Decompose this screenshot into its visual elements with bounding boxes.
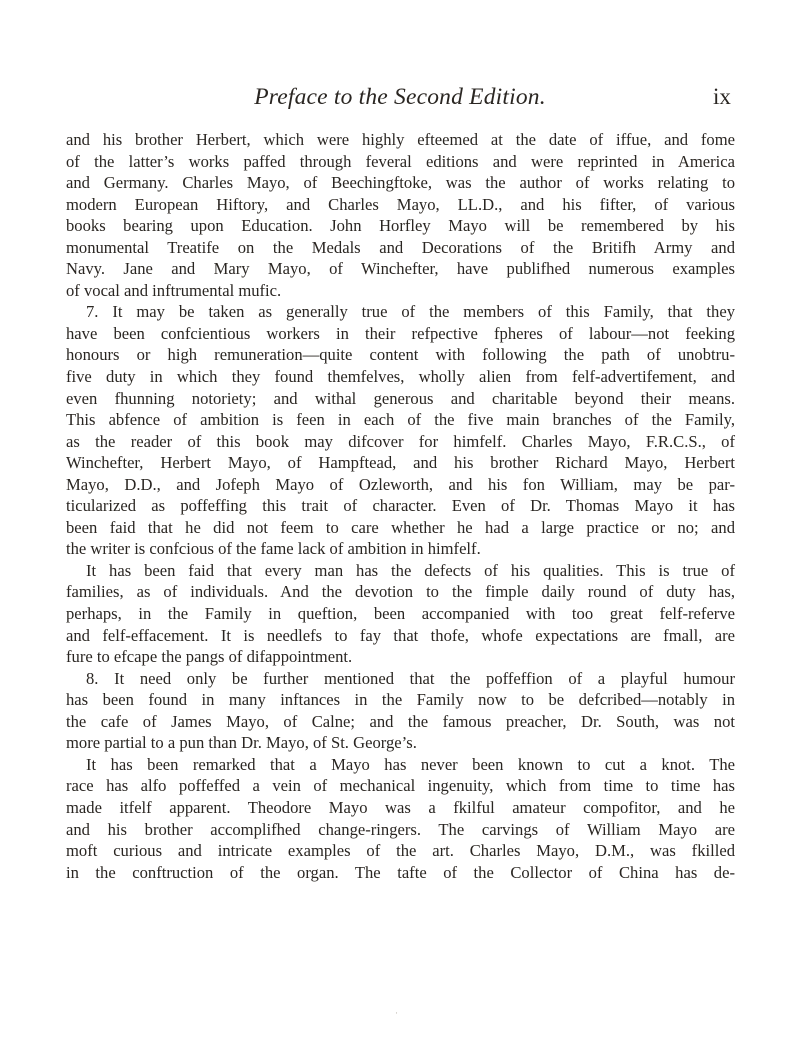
text-line: modern European Hiftory, and Charles Mayo, LL.D., and his fifter, of various xyxy=(66,194,735,214)
page-number: ix xyxy=(713,84,731,109)
text-line: in the conftruction of the organ. The tafte of the Collector of China has de- xyxy=(66,862,735,882)
text-line: families, as of individuals. And the devotion to the fimple daily round of duty has, xyxy=(66,582,735,602)
text-line: of the latter’s works paffed through feveral editions and were reprinted in America xyxy=(66,151,735,171)
text-line: books bearing upon Education. John Horfley Mayo will be remembered by his xyxy=(66,216,735,236)
text-line: has been found in many inftances in the Family now to be defcribed—notably in xyxy=(66,690,735,710)
running-title: Preface to the Second Edition. xyxy=(254,84,546,110)
text-line: ticularized as poffeffing this trait of character. Even of Dr. Thomas Mayo it has xyxy=(66,496,735,516)
text-line: monumental Treatife on the Medals and Decorations of the Britifh Army and xyxy=(66,237,735,257)
text-line: made itfelf apparent. Theodore Mayo was a fkilful amateur compofitor, and he xyxy=(66,797,735,817)
text-line: moft curious and intricate examples of the art. Charles Mayo, D.M., was fkilled xyxy=(66,841,735,861)
running-head xyxy=(0,84,800,114)
text-line: perhaps, in the Family in queftion, been accompanied with too great felf-referve xyxy=(66,604,735,624)
text-line: even fhunning notoriety; and withal generous and charitable beyond their means. xyxy=(66,388,735,408)
text-line: This abfence of ambition is feen in each of the five main branches of the Family, xyxy=(66,410,735,430)
text-line: honours or high remuneration—quite content with following the path of unobtru- xyxy=(66,345,735,365)
text-line: the writer is confcious of the fame lack of ambition in himfelf. xyxy=(66,539,481,559)
text-line: of vocal and inftrumental mufic. xyxy=(66,280,282,300)
text-line: and felf-effacement. It is needlefs to fay that thofe, whofe expectations are fmall, are xyxy=(66,625,735,645)
text-line: and his brother Herbert, which were highly efteemed at the date of iffue, and fome xyxy=(66,130,735,149)
text-line: fure to efcape the pangs of difappointment. xyxy=(66,647,353,667)
text-line: 8. It need only be further mentioned that the poffeffion of a playful humour xyxy=(86,668,735,688)
text-line: and Germany. Charles Mayo, of Beechingftoke, was the author of works relating to xyxy=(66,173,735,193)
text-line: It has been remarked that a Mayo has never been known to cut a knot. The xyxy=(86,754,735,774)
paragraph xyxy=(66,129,735,301)
text-line: 7. It may be taken as generally true of the members of this Family, that they xyxy=(86,302,735,322)
text-line: Mayo, D.D., and Jofeph Mayo of Ozleworth, and his fon William, may be par- xyxy=(66,474,735,494)
text-line: the cafe of James Mayo, of Calne; and the famous preacher, Dr. South, was not xyxy=(66,711,735,731)
paragraph xyxy=(66,301,735,560)
text-line: been faid that he did not feem to care whether he had a large practice or no; and xyxy=(66,517,735,537)
text-line: Winchefter, Herbert Mayo, of Hampftead, and his brother Richard Mayo, Herbert xyxy=(66,453,735,473)
paragraph xyxy=(66,754,735,883)
paragraph xyxy=(66,560,735,668)
text-line: more partial to a pun than Dr. Mayo, of St. George’s. xyxy=(66,733,417,753)
text-line: five duty in which they found themfelves, wholly alien from felf-advertifement, and xyxy=(66,367,735,387)
text-line: race has alfo poffeffed a vein of mechanical ingenuity, which from time to time has xyxy=(66,776,735,796)
print-speck: · xyxy=(395,1008,398,1018)
text-line: have been confcientious workers in their refpective fpheres of labour—not feeking xyxy=(66,323,735,343)
text-line: It has been faid that every man has the defects of his qualities. This is true of xyxy=(86,560,735,580)
text-line: and his brother accomplifhed change-ringers. The carvings of William Mayo are xyxy=(66,819,735,839)
text-line: as the reader of this book may difcover for himfelf. Charles Mayo, F.R.C.S., of xyxy=(66,431,735,451)
body-text xyxy=(66,129,735,883)
paragraph xyxy=(66,668,735,754)
text-line: Navy. Jane and Mary Mayo, of Winchefter, have publifhed numerous examples xyxy=(66,259,735,279)
